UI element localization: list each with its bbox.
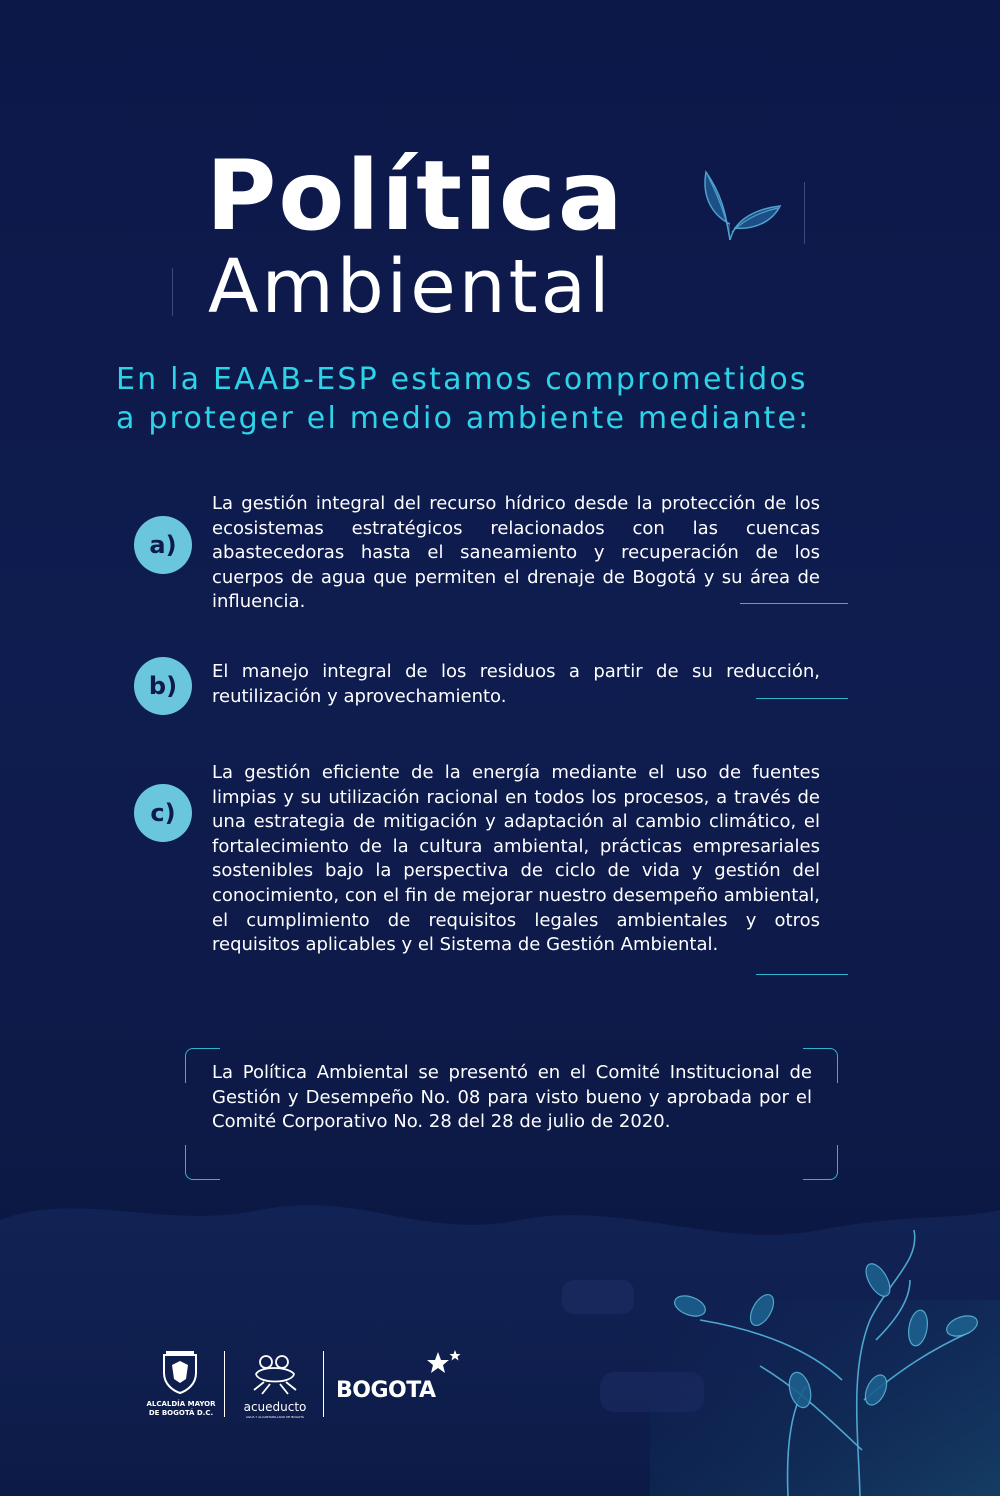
title-politica: Política xyxy=(206,140,625,252)
bogota-logo-text: BOGOTA xyxy=(336,1378,436,1403)
alcaldia-line-2: DE BOGOTÁ D.C. xyxy=(148,1409,214,1417)
acueducto-logo-text: acueducto xyxy=(243,1400,307,1414)
item-c-text: La gestión eficiente de la energía mediante el uso de fuentes limpias y su utilización racional en todos los procesos, a través de una estrategia de mitigación y adaptación al cambio climático, el fortalecimiento de la cultura ambiental, prácticas empresariales sostenibles bajo la perspectiva de ciclo de vida y gestión del conocimiento, con el fin de mejorar nuestro desempeño ambiental, el cumplimiento de requisitos legales ambientales y otros requisitos aplicables y el Sistema de Gestión Ambiental. xyxy=(212,762,820,956)
item-c-underline xyxy=(756,974,848,975)
item-a-text: La gestión integral del recurso hídrico desde la protección de los ecosistemas estratégicos relacionados con las cuencas abastecedoras hasta el saneamiento y recuperación de los cuerpos de agua que permiten el drenaje de Bogotá y su área de influencia. xyxy=(212,493,820,613)
leaf-icon xyxy=(700,168,790,248)
item-b-underline xyxy=(756,698,848,699)
landscape-illustration xyxy=(0,1150,1000,1496)
logo-divider-1 xyxy=(224,1351,225,1417)
frog-icon xyxy=(248,1352,302,1396)
title-divider-left xyxy=(172,268,173,316)
acueducto-logo-subtext: AGUA Y ALCANTARILLADO DE BOGOTÁ xyxy=(245,1415,304,1419)
bogota-coat-of-arms-icon xyxy=(160,1351,200,1395)
item-b-text: El manejo integral de los residuos a partir de su reducción, reutilización y aprovechamiento. xyxy=(212,661,820,707)
title-divider-right xyxy=(804,182,805,244)
logos-row xyxy=(140,1348,470,1428)
item-a-badge: a) xyxy=(134,516,192,574)
logo-divider-2 xyxy=(323,1351,324,1417)
alcaldia-line-1: ALCALDÍA MAYOR xyxy=(146,1400,216,1408)
item-b-badge: b) xyxy=(134,657,192,715)
item-a-underline xyxy=(740,603,848,604)
approval-note-text: La Política Ambiental se presentó en el Comité Institucional de Gestión y Desempeño No. 08 para visto bueno y aprobada por el Comité Corporativo No. 28 del 28 de julio de 2020. xyxy=(212,1062,812,1133)
intro-line-1: En la EAAB-ESP estamos comprometidos xyxy=(116,362,808,397)
star-icon xyxy=(424,1348,464,1378)
item-c-badge: c) xyxy=(134,784,192,842)
intro-line-2: a proteger el medio ambiente mediante: xyxy=(116,401,811,436)
intro-text xyxy=(116,360,916,438)
title-ambiental: Ambiental xyxy=(208,244,613,330)
